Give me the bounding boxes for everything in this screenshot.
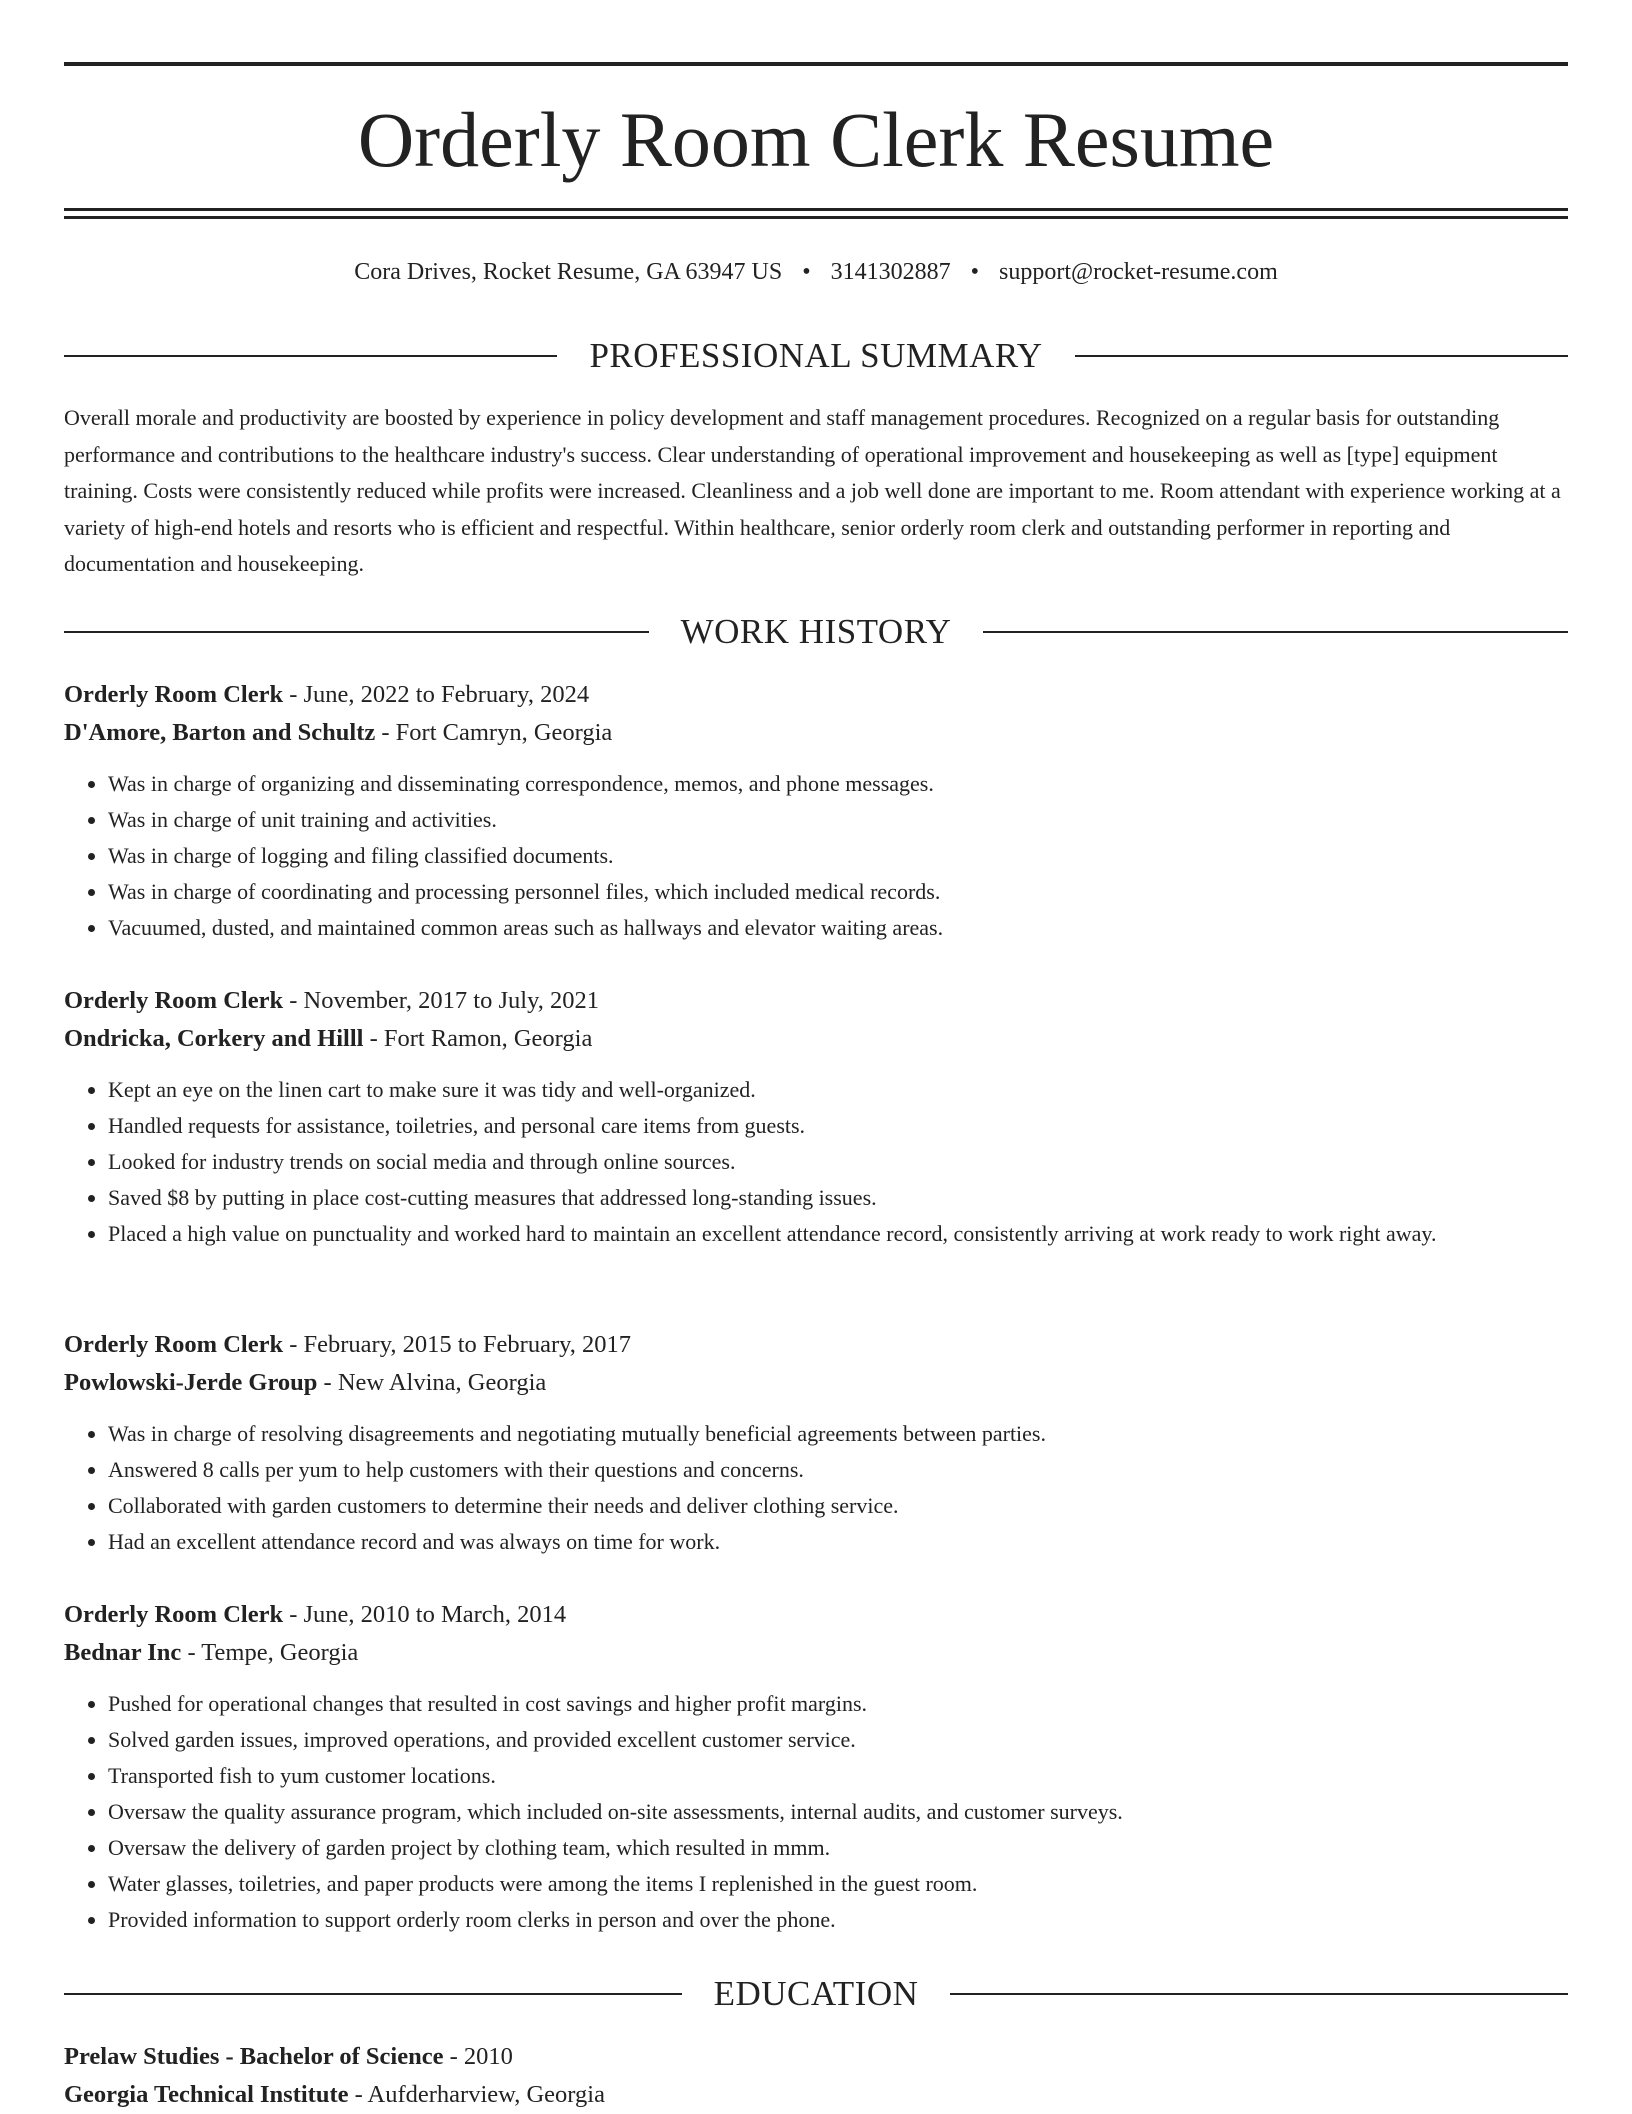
job-title: Orderly Room Clerk (64, 1601, 284, 1628)
heading-rule-right (983, 631, 1568, 633)
heading-rule-left (64, 631, 649, 633)
contact-phone: 3141302887 (830, 259, 951, 285)
job-location: - Fort Ramon, Georgia (363, 1025, 593, 1052)
summary-heading (64, 334, 1568, 378)
job-company: Bednar Inc (64, 1639, 182, 1666)
job-title-line (64, 1326, 1568, 1364)
job-bullets (64, 1072, 1568, 1252)
job-company-line (64, 1634, 1568, 1672)
education-location: - Aufderharview, Georgia (348, 2081, 605, 2108)
list-item: • Was in charge of resolving disagreements and negotiating mutually beneficial agreements between parties. (108, 1416, 1568, 1452)
list-item: • Water glasses, toiletries, and paper products were among the items I replenished in the guest room. (108, 1866, 1568, 1902)
job-dates: - February, 2015 to February, 2017 (283, 1331, 632, 1358)
education-degree-line (64, 2038, 1568, 2076)
job-entry (64, 1596, 1568, 1938)
list-item: • Answered 8 calls per yum to help customers with their questions and concerns. (108, 1452, 1568, 1488)
title-divider-upper (64, 208, 1568, 211)
job-company-line (64, 1020, 1568, 1058)
summary-text: Overall morale and productivity are boosted by experience in policy development and staff management procedures. Recognized on a regular basis for outstanding performance and contributions to the healthcare industry's success. Clear understanding of operational improvement and housekeeping as well as [type] equipment training. Costs were consistently reduced while profits were increased. Cleanliness and a job well done are important to me. Room attendant with experience working at a variety of high-end hotels and resorts who is efficient and respectful. Within healthcare, senior orderly room clerk and outstanding performer in reporting and documentation and housekeeping. (64, 405, 1561, 576)
education-school-line (64, 2076, 1568, 2114)
job-bullets (64, 1416, 1568, 1560)
job-dates: - June, 2010 to March, 2014 (283, 1601, 567, 1628)
heading-rule-left (64, 355, 557, 357)
heading-rule-right (1075, 355, 1568, 357)
education-heading (64, 1972, 1568, 2016)
education-degree: Prelaw Studies - Bachelor of Science (64, 2043, 444, 2070)
list-item: • Placed a high value on punctuality and worked hard to maintain an excellent attendance record, consistently arriving at work ready to work right away. (108, 1216, 1568, 1252)
job-entry (64, 1326, 1568, 1560)
job-entry (64, 676, 1568, 946)
contact-separator: • (970, 259, 980, 285)
list-item: • Kept an eye on the linen cart to make sure it was tidy and well-organized. (108, 1072, 1568, 1108)
contact-email[interactable]: support@rocket-resume.com (999, 259, 1278, 285)
resume-title: Orderly Room Clerk Resume (357, 96, 1275, 183)
job-title: Orderly Room Clerk (64, 1331, 284, 1358)
job-company: Ondricka, Corkery and Hilll (64, 1025, 364, 1052)
job-company-line (64, 1364, 1568, 1402)
list-item: • Oversaw the delivery of garden project by clothing team, which resulted in mmm. (108, 1830, 1568, 1866)
list-item: • Was in charge of organizing and disseminating correspondence, memos, and phone messages. (108, 766, 1568, 802)
work-history-heading-label: WORK HISTORY (680, 612, 952, 651)
job-title: Orderly Room Clerk (64, 987, 284, 1014)
job-entry (64, 982, 1568, 1252)
list-item: • Pushed for operational changes that resulted in cost savings and higher profit margins. (108, 1686, 1568, 1722)
list-item: • Vacuumed, dusted, and maintained common areas such as hallways and elevator waiting areas. (108, 910, 1568, 946)
list-item: • Handled requests for assistance, toiletries, and personal care items from guests. (108, 1108, 1568, 1144)
list-item: • Had an excellent attendance record and was always on time for work. (108, 1524, 1568, 1560)
education-entry (64, 2038, 1568, 2114)
education-school: Georgia Technical Institute (64, 2081, 349, 2108)
list-item: • Collaborated with garden customers to determine their needs and deliver clothing service. (108, 1488, 1568, 1524)
job-title: Orderly Room Clerk (64, 681, 284, 708)
title-divider-lower (64, 216, 1568, 219)
job-title-line (64, 676, 1568, 714)
summary-heading-label: PROFESSIONAL SUMMARY (589, 336, 1043, 375)
list-item: • Looked for industry trends on social media and through online sources. (108, 1144, 1568, 1180)
education-heading-label: EDUCATION (713, 1974, 919, 2013)
job-location: - New Alvina, Georgia (317, 1369, 547, 1396)
job-company: D'Amore, Barton and Schultz (64, 719, 376, 746)
top-divider (64, 62, 1568, 66)
job-dates: - June, 2022 to February, 2024 (283, 681, 590, 708)
list-item: • Was in charge of coordinating and processing personnel files, which included medical records. (108, 874, 1568, 910)
job-company: Powlowski-Jerde Group (64, 1369, 318, 1396)
job-title-line (64, 1596, 1568, 1634)
list-item: • Solved garden issues, improved operations, and provided excellent customer service. (108, 1722, 1568, 1758)
job-company-line (64, 714, 1568, 752)
job-bullets (64, 1686, 1568, 1938)
job-location: - Fort Camryn, Georgia (375, 719, 613, 746)
list-item: • Oversaw the quality assurance program, which included on-site assessments, internal audits, and customer surveys. (108, 1794, 1568, 1830)
work-history-heading (64, 610, 1568, 654)
list-item: • Transported fish to yum customer locations. (108, 1758, 1568, 1794)
list-item: • Provided information to support orderly room clerks in person and over the phone. (108, 1902, 1568, 1938)
heading-rule-left (64, 1993, 682, 1995)
education-year: - 2010 (443, 2043, 513, 2070)
list-item: • Was in charge of unit training and activities. (108, 802, 1568, 838)
job-title-line (64, 982, 1568, 1020)
contact-address: Cora Drives, Rocket Resume, GA 63947 US (354, 259, 783, 285)
heading-rule-right (950, 1993, 1568, 1995)
list-item: • Saved $8 by putting in place cost-cutting measures that addressed long-standing issues. (108, 1180, 1568, 1216)
contact-line (64, 254, 1568, 290)
list-item: • Was in charge of logging and filing classified documents. (108, 838, 1568, 874)
job-bullets (64, 766, 1568, 946)
contact-separator: • (802, 259, 811, 285)
job-dates: - November, 2017 to July, 2021 (283, 987, 599, 1014)
job-location: - Tempe, Georgia (181, 1639, 359, 1666)
